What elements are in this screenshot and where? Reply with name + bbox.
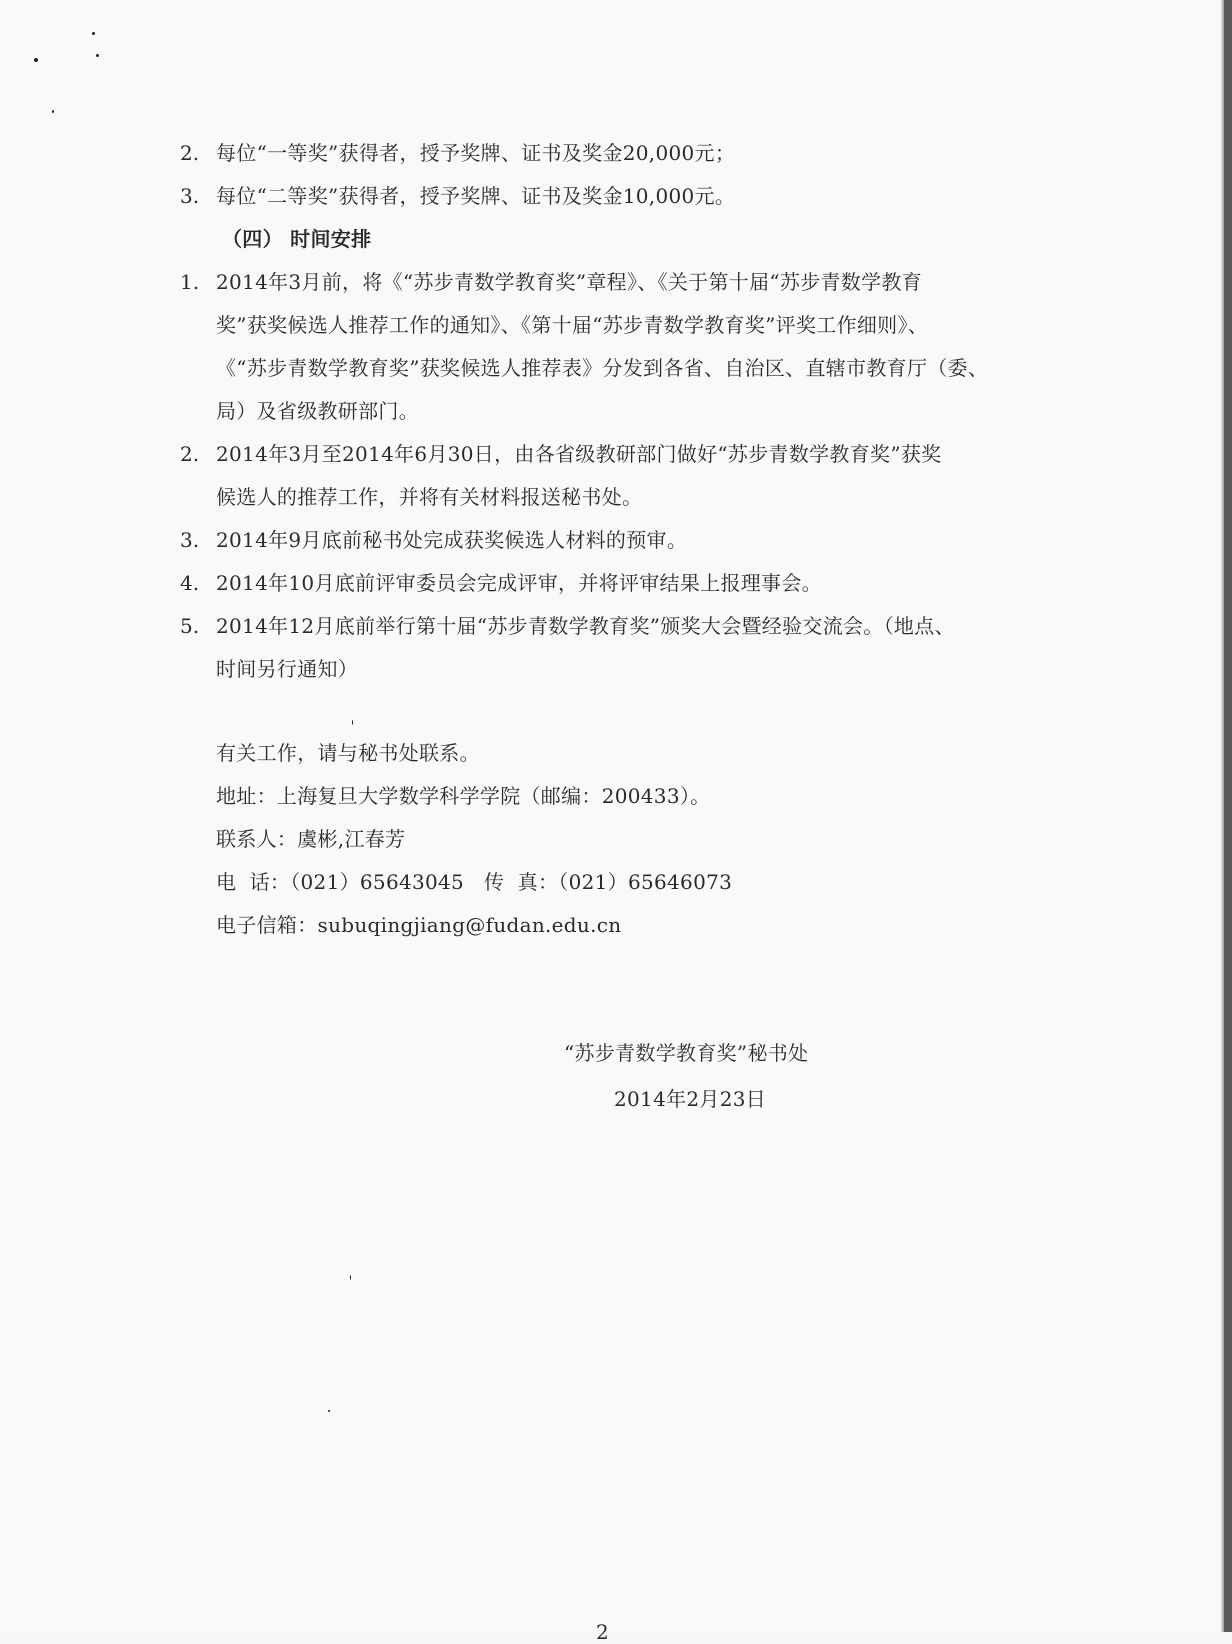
schedule-item-number: 3. bbox=[180, 528, 200, 552]
schedule-item-number: 1. bbox=[180, 270, 200, 294]
schedule-item-number: 5. bbox=[180, 614, 200, 638]
signature-date: 2014年2月23日 bbox=[614, 1087, 767, 1111]
contact-persons: 联系人：虞彬,江春芳 bbox=[216, 827, 406, 851]
schedule-item-number: 4. bbox=[180, 571, 200, 595]
schedule-item-line: 《“苏步青数学教育奖”获奖候选人推荐表》分发到各省、自治区、直辖市教育厅（委、 bbox=[216, 356, 989, 380]
prize-item-first: 每位“一等奖”获得者，授予奖牌、证书及奖金20,000元； bbox=[216, 141, 736, 165]
schedule-item-line: 2014年3月至2014年6月30日，由各省级教研部门做好“苏步青数学教育奖”获奖 bbox=[216, 442, 942, 466]
contact-address: 地址：上海复旦大学数学科学学院（邮编：200433）。 bbox=[216, 784, 711, 808]
contact-intro: 有关工作，请与秘书处联系。 bbox=[216, 741, 480, 765]
scan-speck bbox=[34, 58, 38, 62]
schedule-item-line: 时间另行通知） bbox=[216, 657, 359, 681]
scan-speck bbox=[350, 1275, 351, 1280]
scan-speck bbox=[328, 1410, 330, 1412]
contact-email: 电子信箱：subuqingjiang@fudan.edu.cn bbox=[216, 913, 622, 937]
contact-phone-fax: 电 话：（021）65643045 传 真：（021）65646073 bbox=[216, 870, 733, 894]
page-number: 2 bbox=[596, 1620, 609, 1644]
schedule-item-number: 2. bbox=[180, 442, 200, 466]
scan-speck bbox=[52, 110, 54, 113]
schedule-item-line: 2014年12月底前举行第十届“苏步青数学教育奖”颁奖大会暨经验交流会。（地点、 bbox=[216, 614, 955, 638]
schedule-item-line: 奖”获奖候选人推荐工作的通知》、《第十届“苏步青数学教育奖”评奖工作细则》、 bbox=[216, 313, 929, 337]
schedule-item-line: 局）及省级教研部门。 bbox=[216, 399, 419, 423]
prize-item-number: 3. bbox=[180, 184, 200, 208]
prize-item-second: 每位“二等奖”获得者，授予奖牌、证书及奖金10,000元。 bbox=[216, 184, 736, 208]
scan-edge-shadow bbox=[1224, 0, 1232, 1632]
prize-item-number: 2. bbox=[180, 141, 200, 165]
scan-speck bbox=[96, 54, 99, 57]
schedule-item-line: 2014年3月前，将《“苏步青数学教育奖”章程》、《关于第十届“苏步青数学教育 bbox=[216, 270, 922, 294]
scan-speck bbox=[92, 32, 95, 35]
scan-speck bbox=[352, 720, 353, 725]
schedule-item-line: 候选人的推荐工作，并将有关材料报送秘书处。 bbox=[216, 485, 643, 509]
schedule-item-line: 2014年10月底前评审委员会完成评审，并将评审结果上报理事会。 bbox=[216, 571, 822, 595]
schedule-item-line: 2014年9月底前秘书处完成获奖候选人材料的预审。 bbox=[216, 528, 688, 552]
signature-organization: “苏步青数学教育奖”秘书处 bbox=[564, 1041, 809, 1065]
section-heading-schedule: （四） 时间安排 bbox=[222, 227, 372, 251]
